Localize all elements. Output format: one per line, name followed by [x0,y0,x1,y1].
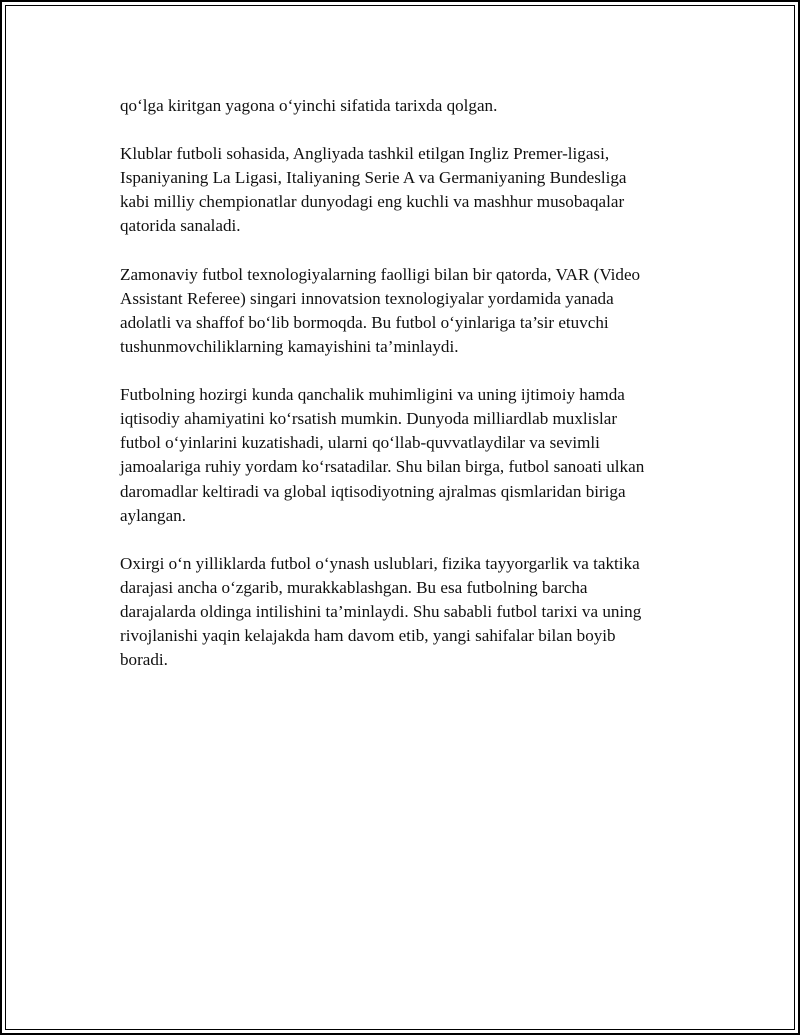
text-line: tushunmovchiliklarning kamayishini ta’minlaydi. [120,336,459,356]
text-line: jamoalariga ruhiy yordam ko‘rsatadilar. Shu bilan birga, futbol sanoati ulkan [120,457,645,477]
text-line: rivojlanishi yaqin kelajakda ham davom etib, yangi sahifalar bilan boyib [120,626,616,646]
text-line: daromadlar keltiradi va global iqtisodiyotning ajralmas qismlaridan biriga [120,481,626,501]
text-line: boradi. [120,650,168,670]
document-body [120,94,700,696]
paragraph-3 [120,263,700,359]
text-line: darajasi ancha o‘zgarib, murakkablashgan. Bu esa futbolning barcha [120,577,588,597]
text-line: futbol o‘yinlarini kuzatishadi, ularni qo‘llab-quvvatlaydilar va sevimli [120,433,600,453]
text-line: adolatli va shaffof bo‘lib bormoqda. Bu futbol o‘yinlariga ta’sir etuvchi [120,312,609,332]
text-line: aylangan. [120,505,186,525]
text-line: Assistant Referee) singari innovatsion texnologiyalar yordamida yanada [120,288,614,308]
paragraph-5 [120,552,700,672]
text-line: kabi milliy chempionatlar dunyodagi eng kuchli va mashhur musobaqalar [120,192,625,212]
paragraph-2 [120,142,700,238]
text-line: Futbolning hozirgi kunda qanchalik muhimligini va uning ijtimoiy hamda [120,385,625,405]
paragraph-1 [120,94,700,118]
text-line: Ispaniyaning La Ligasi, Italiyaning Serie A va Germaniyaning Bundesliga [120,168,627,188]
text-line: darajalarda oldinga intilishini ta’minlaydi. Shu sababli futbol tarixi va uning [120,601,642,621]
text-line: qo‘lga kiritgan yagona o‘yinchi sifatida tarixda qolgan. [120,96,498,115]
paragraph-4 [120,383,700,528]
text-line: iqtisodiy ahamiyatini ko‘rsatish mumkin. Dunyoda milliardlab muxlislar [120,409,618,429]
text-line: Zamonaviy futbol texnologiyalarning faolligi bilan bir qatorda, VAR (Video [120,264,641,284]
text-line: Oxirgi o‘n yilliklarda futbol o‘ynash uslublari, fizika tayyorgarlik va taktika [120,553,640,573]
text-line: Klublar futboli sohasida, Angliyada tashkil etilgan Ingliz Premer-ligasi, [120,144,610,164]
text-line: qatorida sanaladi. [120,216,241,236]
